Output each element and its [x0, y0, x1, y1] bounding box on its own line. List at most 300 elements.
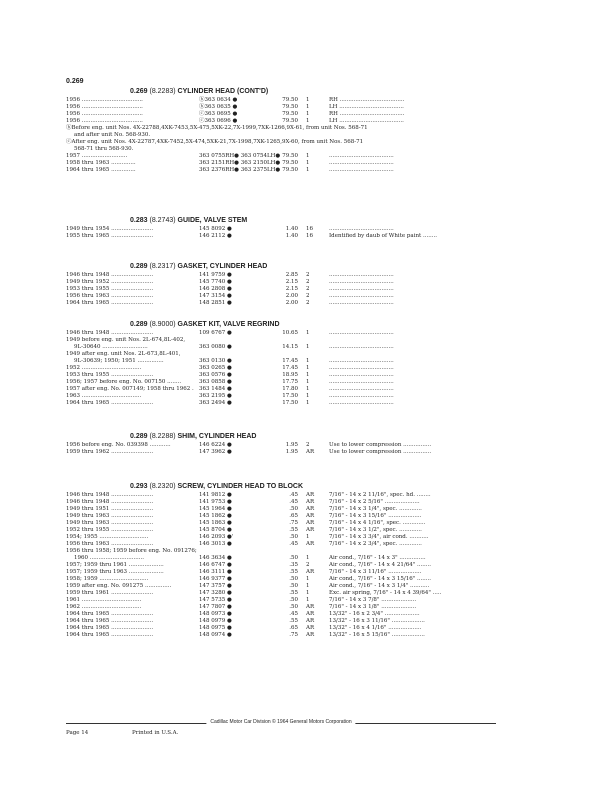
- cell-qty: 1: [306, 330, 310, 336]
- cell-qty: AR: [306, 569, 315, 575]
- section-rows: [66, 226, 496, 240]
- cell-price: 79.50: [282, 167, 298, 173]
- section-code: 0.293: [130, 483, 148, 490]
- cell-desc: ⓑBefore eng. unit Nos. 4X-22788,4XK-7453,5X-475,5XK-22,7X-1999,7XK-1266,9X-61, from unit Nos. 568-71: [66, 125, 368, 131]
- table-row: [66, 520, 496, 527]
- table-row: [66, 541, 496, 548]
- cell-part: 148 0979 ●: [199, 618, 232, 624]
- section-ref: (8.2743): [149, 217, 176, 224]
- section-title: SHIM, CYLINDER HEAD: [177, 433, 257, 440]
- table-row: [66, 272, 496, 279]
- cell-note: 7/16" - 14 x 3 1/2", spec. .............: [329, 527, 422, 533]
- cell-note: Use to lower compression ................: [329, 442, 432, 448]
- cell-desc: 1953 thru 1955 ........................: [66, 286, 154, 292]
- page-header-code: 0.269: [66, 78, 84, 85]
- cell-price: 79.50: [282, 104, 298, 110]
- cell-qty: 2: [306, 562, 310, 568]
- section-code: 0.283: [130, 217, 148, 224]
- cell-price: .45: [289, 541, 298, 547]
- cell-qty: AR: [306, 618, 315, 624]
- cell-part: 145 8704 ●: [199, 527, 232, 533]
- cell-part: 148 2851 ●: [199, 300, 232, 306]
- table-row: [66, 372, 496, 379]
- cell-price: 79.50: [282, 160, 298, 166]
- cell-part: 146 3634 ●: [199, 555, 232, 561]
- cell-note: .....................................: [329, 365, 394, 371]
- cell-part: 363 2494 ●: [199, 400, 232, 406]
- cell-qty: 1: [306, 344, 310, 350]
- cell-part: 147 7807 ●: [199, 604, 232, 610]
- cell-note: RH .....................................: [329, 97, 405, 103]
- cell-note: .....................................: [329, 386, 394, 392]
- cell-part: 145 1862 ●: [199, 513, 232, 519]
- cell-desc: 1946 thru 1948 ........................: [66, 330, 154, 336]
- table-row: [66, 442, 496, 449]
- cell-price: 17.80: [282, 386, 298, 392]
- cell-desc: 1962 ..................................: [66, 604, 142, 610]
- table-row: [66, 513, 496, 520]
- cell-price: .75: [289, 632, 298, 638]
- cell-price: .45: [289, 492, 298, 498]
- cell-desc: 1959 thru 1961 ........................: [66, 590, 154, 596]
- cell-note: Exc. air spring, 7/16" - 14 x 4 39/64" .....: [329, 590, 442, 596]
- cell-desc: 1957 ..........................: [66, 153, 128, 159]
- cell-part: 363 2195 ●: [199, 393, 232, 399]
- cell-note: .....................................: [329, 226, 394, 232]
- cell-price: .35: [289, 562, 298, 568]
- cell-note: .....................................: [329, 272, 394, 278]
- cell-part: 147 3757 ●: [199, 583, 232, 589]
- cell-desc: 1956 ...................................: [66, 104, 143, 110]
- cell-desc: and after unit No. 568-930.: [74, 132, 151, 138]
- cell-part: 146 2808 ●: [199, 286, 232, 292]
- section-ref: (8.2320): [149, 483, 176, 490]
- cell-price: .50: [289, 604, 298, 610]
- cell-price: 17.45: [282, 358, 298, 364]
- cell-qty: AR: [306, 492, 315, 498]
- table-row: [66, 569, 496, 576]
- cell-qty: 2: [306, 279, 310, 285]
- cell-desc: 1956 ...................................: [66, 97, 143, 103]
- cell-part: 363 2376RH● 363 2375LH●: [199, 167, 281, 173]
- section-ref: (8.2283): [149, 88, 176, 95]
- cell-desc: 1964 thru 1965 ........................: [66, 611, 154, 617]
- cell-part: 146 9377 ●: [199, 576, 232, 582]
- cell-qty: 16: [306, 226, 313, 232]
- cell-part: 148 0973 ●: [199, 611, 232, 617]
- cell-qty: 1: [306, 111, 310, 117]
- table-row: [66, 576, 496, 583]
- cell-part: 363 0265 ●: [199, 365, 232, 371]
- cell-note: 7/16" - 14 x 3 15/16" ...................: [329, 513, 422, 519]
- cell-qty: AR: [306, 449, 315, 455]
- cell-desc: 1949 thru 1951 ........................: [66, 506, 154, 512]
- cell-part: ⓑ363 0634 ●: [199, 97, 238, 103]
- table-row: [66, 555, 496, 562]
- table-row: [66, 132, 496, 139]
- table-row: [66, 286, 496, 293]
- cell-part: 141 9753 ●: [199, 499, 232, 505]
- cell-qty: 2: [306, 442, 310, 448]
- table-row: [66, 597, 496, 604]
- cell-qty: AR: [306, 611, 315, 617]
- cell-price: 18.95: [282, 372, 298, 378]
- cell-desc: 1956 thru 1963 ........................: [66, 293, 154, 299]
- section-code: 0.269: [130, 88, 148, 95]
- cell-part: 363 0576 ●: [199, 372, 232, 378]
- cell-desc: 1952 thru 1955 ........................: [66, 527, 154, 533]
- cell-part: ⓑ363 0635 ●: [199, 104, 238, 110]
- cell-qty: 1: [306, 167, 310, 173]
- table-row: [66, 365, 496, 372]
- table-row: [66, 604, 496, 611]
- cell-qty: 1: [306, 153, 310, 159]
- table-row: [66, 139, 496, 146]
- cell-price: 17.50: [282, 393, 298, 399]
- cell-note: 13/32" - 16 x 5 15/16" ...................: [329, 632, 425, 638]
- cell-note: 7/16" - 14 x 3 1/4", spec. .............: [329, 506, 422, 512]
- section-title: GASKET KIT, VALVE REGRIND: [177, 321, 280, 328]
- cell-note: LH .....................................: [329, 118, 404, 124]
- table-row: [66, 632, 496, 639]
- section-title: [130, 263, 267, 270]
- cell-desc: 1964 thru 1965 ........................: [66, 300, 154, 306]
- section-rows: [66, 97, 496, 174]
- table-row: [66, 160, 496, 167]
- cell-qty: 1: [306, 372, 310, 378]
- cell-qty: 1: [306, 118, 310, 124]
- cell-qty: AR: [306, 604, 315, 610]
- cell-part: 146 6224 ●: [199, 442, 232, 448]
- cell-part: 146 2093 ●': [199, 534, 234, 540]
- table-row: [66, 527, 496, 534]
- cell-qty: AR: [306, 520, 315, 526]
- cell-desc: 1964 thru 1965 ........................: [66, 618, 154, 624]
- cell-qty: 1: [306, 104, 310, 110]
- cell-price: 2.15: [285, 286, 298, 292]
- cell-price: 1.95: [285, 449, 298, 455]
- cell-price: 10.65: [282, 330, 298, 336]
- cell-desc: 1949 before eng. unit Nos. 2L-674,8L-402,: [66, 337, 186, 343]
- cell-price: .45: [289, 499, 298, 505]
- cell-qty: 1: [306, 97, 310, 103]
- cell-price: .50: [289, 576, 298, 582]
- table-row: [66, 358, 496, 365]
- cell-note: .....................................: [329, 358, 394, 364]
- cell-note: 7/16" - 14 x 2 11/16", spec. hd. ........: [329, 492, 431, 498]
- cell-part: 147 3154 ●: [199, 293, 232, 299]
- cell-part: 147 3962 ●: [199, 449, 232, 455]
- cell-desc: 1958; 1959 ............................: [66, 576, 149, 582]
- cell-part: 363 0130 ●: [199, 358, 232, 364]
- section-rows: [66, 492, 496, 639]
- cell-price: 79.50: [282, 118, 298, 124]
- cell-desc: 1959 thru 1962 ........................: [66, 449, 154, 455]
- cell-desc: 1957; 1959 thru 1961 ....................: [66, 562, 164, 568]
- cell-note: 7/16" - 14 x 4 1/16", spec. .............: [329, 520, 426, 526]
- cell-qty: 1: [306, 386, 310, 392]
- cell-price: 2.00: [285, 300, 298, 306]
- cell-desc: 1949 thru 1954 ........................: [66, 226, 154, 232]
- table-row: [66, 499, 496, 506]
- cell-note: .....................................: [329, 379, 394, 385]
- cell-part: 145 1964 ●: [199, 506, 232, 512]
- cell-note: 7/16" - 14 x 2 5/16" ....................: [329, 499, 420, 505]
- cell-part: 146 3013 ●: [199, 541, 232, 547]
- cell-qty: 2: [306, 293, 310, 299]
- cell-desc: 1956 ...................................: [66, 118, 143, 124]
- cell-price: .65: [289, 513, 298, 519]
- section-title: GASKET, CYLINDER HEAD: [177, 263, 268, 270]
- table-row: [66, 611, 496, 618]
- table-row: [66, 233, 496, 240]
- footer-copyright: Cadillac Motor Car Division © 1964 General Motors Corporation: [206, 719, 355, 725]
- cell-price: .45: [289, 611, 298, 617]
- table-row: [66, 97, 496, 104]
- cell-qty: AR: [306, 506, 315, 512]
- cell-desc: 1956 thru 1963 ........................: [66, 541, 154, 547]
- cell-part: 148 0975 ●: [199, 625, 232, 631]
- table-row: [66, 548, 496, 555]
- table-row: [66, 330, 496, 337]
- cell-price: 1.40: [285, 226, 298, 232]
- table-row: [66, 337, 496, 344]
- cell-note: .....................................: [329, 393, 394, 399]
- cell-desc: 9L-30640 ..........................: [74, 344, 148, 350]
- section-title: CYLINDER HEAD (CONT'D): [177, 88, 269, 95]
- cell-part: 148 0974 ●: [199, 632, 232, 638]
- cell-part: 146 6747 ●: [199, 562, 232, 568]
- cell-part: ⓒ363 0695 ●: [199, 111, 238, 117]
- cell-note: 7/16" - 14 x 3 11/16" ...................: [329, 569, 422, 575]
- table-row: [66, 379, 496, 386]
- cell-price: 1.40: [285, 233, 298, 239]
- section-ref: (8.9000): [149, 321, 176, 328]
- cell-price: 17.45: [282, 365, 298, 371]
- cell-price: .55: [289, 569, 298, 575]
- cell-desc: 1957 after eng. No. 007149; 1958 thru 1962 .: [66, 386, 194, 392]
- table-row: [66, 293, 496, 300]
- cell-note: 13/32" - 16 x 2 3/4" ....................: [329, 611, 420, 617]
- cell-price: .65: [289, 625, 298, 631]
- section-title: [130, 321, 280, 328]
- cell-desc: 1959 after eng. No. 091275 ...............: [66, 583, 172, 589]
- cell-qty: 2: [306, 286, 310, 292]
- cell-note: 7/16" - 14 x 2 3/4", spec. .............: [329, 541, 422, 547]
- cell-desc: 1946 thru 1948 ........................: [66, 492, 154, 498]
- cell-price: .55: [289, 590, 298, 596]
- cell-part: ⓒ363 0696 ●: [199, 118, 238, 124]
- cell-note: .....................................: [329, 279, 394, 285]
- cell-part: 145 7740 ●: [199, 279, 232, 285]
- table-row: [66, 146, 496, 153]
- cell-note: .....................................: [329, 344, 394, 350]
- cell-desc: 1964 thru 1965 ..............: [66, 167, 136, 173]
- cell-price: .75: [289, 520, 298, 526]
- cell-price: .50: [289, 506, 298, 512]
- cell-price: 79.50: [282, 111, 298, 117]
- cell-qty: 1: [306, 160, 310, 166]
- cell-desc: 1964 thru 1965 ........................: [66, 625, 154, 631]
- footer-page-number: Page 14: [66, 730, 89, 736]
- cell-qty: AR: [306, 541, 315, 547]
- cell-qty: AR: [306, 499, 315, 505]
- cell-qty: 1: [306, 555, 310, 561]
- cell-price: .50: [289, 597, 298, 603]
- cell-price: 79.50: [282, 97, 298, 103]
- table-row: [66, 300, 496, 307]
- cell-note: .....................................: [329, 167, 394, 173]
- section-rows: [66, 442, 496, 456]
- cell-note: Air cond., 7/16" - 14 x 3 15/16" ........: [329, 576, 432, 582]
- cell-price: 14.15: [282, 344, 298, 350]
- cell-desc: 1953 thru 1955 ........................: [66, 372, 154, 378]
- cell-note: .....................................: [329, 372, 394, 378]
- section-ref: (8.2317): [149, 263, 176, 270]
- table-row: [66, 153, 496, 160]
- cell-price: .50: [289, 555, 298, 561]
- cell-price: 2.15: [285, 279, 298, 285]
- cell-price: .55: [289, 618, 298, 624]
- cell-qty: 1: [306, 583, 310, 589]
- table-row: [66, 167, 496, 174]
- cell-note: Air cond., 7/16" - 14 x 4 21/64" ........: [329, 562, 432, 568]
- table-row: [66, 492, 496, 499]
- cell-desc: 1964 thru 1965 ........................: [66, 400, 154, 406]
- cell-part: 141 9812 ●: [199, 492, 232, 498]
- table-row: [66, 393, 496, 400]
- cell-note: .....................................: [329, 293, 394, 299]
- table-row: [66, 625, 496, 632]
- cell-note: Identified by daub of White paint ........: [329, 233, 437, 239]
- cell-qty: 2: [306, 300, 310, 306]
- table-row: [66, 618, 496, 625]
- cell-desc: 1964 thru 1965 ........................: [66, 632, 154, 638]
- footer-printed: Printed in U.S.A.: [132, 730, 179, 736]
- cell-qty: 1: [306, 393, 310, 399]
- section-code: 0.289: [130, 321, 148, 328]
- cell-desc: 1949 after eng. unit Nos. 2L-673,8L-401,: [66, 351, 181, 357]
- cell-part: 145 8092 ●: [199, 226, 232, 232]
- cell-price: .50: [289, 583, 298, 589]
- section-title: [130, 88, 268, 95]
- cell-note: .....................................: [329, 160, 394, 166]
- cell-note: .....................................: [329, 153, 394, 159]
- cell-desc: 1954; 1955 ............................: [66, 534, 149, 540]
- cell-note: 13/32" - 16 x 3 11/16" ...................: [329, 618, 425, 624]
- cell-note: .....................................: [329, 400, 394, 406]
- cell-note: 7/16" - 14 x 3 1/8" ....................: [329, 604, 417, 610]
- cell-note: Use to lower compression ................: [329, 449, 432, 455]
- cell-desc: 1956 before eng. No. 039398 ............: [66, 442, 171, 448]
- cell-desc: ⓒAfter eng. unit Nos. 4X-22787,4XK-7452,5X-474,5XK-21,7X-1998,7XK-1265,9X-60, from unit Nos. 568-71: [66, 139, 364, 145]
- cell-desc: 1963 ..................................: [66, 393, 142, 399]
- cell-desc: 1956 thru 1958; 1959 before eng. No. 091276;: [66, 548, 197, 554]
- cell-part: 363 0755RH● 363 0754LH●: [199, 153, 281, 159]
- cell-qty: 16: [306, 233, 313, 239]
- section-title: [130, 217, 247, 224]
- table-row: [66, 344, 496, 351]
- cell-note: 13/32" - 16 x 4 1/16" ...................: [329, 625, 422, 631]
- cell-price: 1.95: [285, 442, 298, 448]
- section-ref: (8.2288): [149, 433, 176, 440]
- cell-desc: 1961 ..................................: [66, 597, 142, 603]
- cell-part: 147 5735 ●: [199, 597, 232, 603]
- cell-qty: 1: [306, 590, 310, 596]
- cell-part: 363 0080 ●: [199, 344, 232, 350]
- cell-desc: 1949 thru 1963 ........................: [66, 513, 154, 519]
- cell-price: .50: [289, 534, 298, 540]
- section-code: 0.289: [130, 433, 148, 440]
- cell-part: 109 6767 ●: [199, 330, 232, 336]
- cell-qty: AR: [306, 632, 315, 638]
- cell-note: .....................................: [329, 330, 394, 336]
- cell-part: 146 3111 ●: [199, 569, 232, 575]
- cell-qty: AR: [306, 513, 315, 519]
- cell-qty: 2: [306, 272, 310, 278]
- cell-desc: 1956; 1957 before eng. No. 007150 ........: [66, 379, 182, 385]
- section-title: GUIDE, VALVE STEM: [177, 217, 248, 224]
- section-title: [130, 483, 303, 490]
- cell-desc: 1949 thru 1952 ........................: [66, 279, 154, 285]
- cell-note: 7/16" - 14 x 3 7/8" ....................: [329, 597, 417, 603]
- cell-note: .....................................: [329, 300, 394, 306]
- table-row: [66, 104, 496, 111]
- section-title: [130, 433, 256, 440]
- cell-desc: 1956 ...................................: [66, 111, 143, 117]
- section-title: SCREW, CYLINDER HEAD TO BLOCK: [177, 483, 304, 490]
- cell-price: 2.85: [285, 272, 298, 278]
- table-row: [66, 400, 496, 407]
- cell-price: 17.75: [282, 379, 298, 385]
- cell-price: 17.50: [282, 400, 298, 406]
- cell-desc: 568-71 thru 568-930.: [74, 146, 134, 152]
- cell-note: Air cond., 7/16" - 14 x 3 1/4" ...........: [329, 583, 430, 589]
- cell-desc: 1960 ...............................: [74, 555, 144, 561]
- cell-part: 141 9759 ●: [199, 272, 232, 278]
- table-row: [66, 583, 496, 590]
- table-row: [66, 386, 496, 393]
- cell-desc: 1957; 1959 thru 1963 ....................: [66, 569, 164, 575]
- table-row: [66, 534, 496, 541]
- cell-qty: 1: [306, 379, 310, 385]
- table-row: [66, 506, 496, 513]
- cell-part: 363 2151RH● 363 2150LH●: [199, 160, 281, 166]
- section-rows: [66, 330, 496, 407]
- table-row: [66, 590, 496, 597]
- table-row: [66, 279, 496, 286]
- table-row: [66, 111, 496, 118]
- cell-qty: 1: [306, 358, 310, 364]
- cell-price: 79.50: [282, 153, 298, 159]
- cell-note: 7/16" - 14 x 3 3/4", air cond. ...........: [329, 534, 429, 540]
- table-row: [66, 562, 496, 569]
- cell-desc: 1955 thru 1965 ........................: [66, 233, 154, 239]
- cell-note: RH .....................................: [329, 111, 405, 117]
- cell-desc: 1949 thru 1963 ........................: [66, 520, 154, 526]
- table-row: [66, 449, 496, 456]
- table-row: [66, 125, 496, 132]
- cell-qty: AR: [306, 625, 315, 631]
- table-row: [66, 351, 496, 358]
- cell-part: 363 1484 ●: [199, 386, 232, 392]
- cell-qty: 1: [306, 597, 310, 603]
- cell-qty: 1: [306, 400, 310, 406]
- cell-note: LH .....................................: [329, 104, 404, 110]
- cell-part: 363 0858 ●: [199, 379, 232, 385]
- cell-price: 2.00: [285, 293, 298, 299]
- cell-part: 147 3280 ●: [199, 590, 232, 596]
